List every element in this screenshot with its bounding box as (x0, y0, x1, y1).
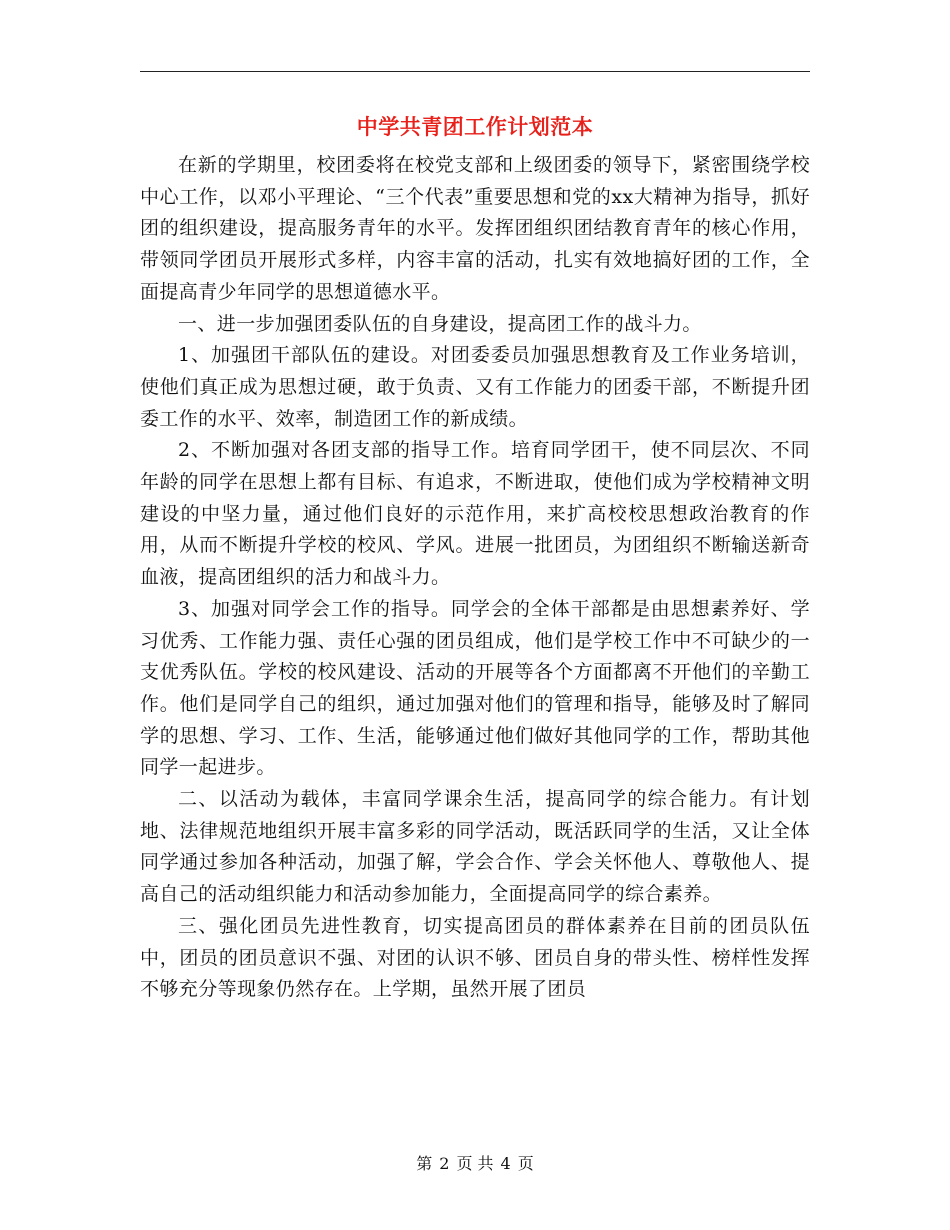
footer-suffix: 页 (517, 1154, 534, 1173)
paragraph-section-3: 三、强化团员先进性教育，切实提高团员的群体素养在目前的团员队伍中，团员的团员意识不强、对团的认识不够、团员自身的带头性、榜样性发挥不够充分等现象仍然存在。上学期，虽然开展了团员 (140, 914, 810, 1001)
footer-total-pages: 4 (500, 1154, 511, 1173)
document-body (140, 150, 810, 1006)
footer-prefix: 第 (416, 1154, 433, 1173)
paragraph-intro: 在新的学期里，校团委将在校党支部和上级团委的领导下，紧密围绕学校中心工作，以邓小平理论、“三个代表”重要思想和党的xx大精神为指导，抓好团的组织建设，提高服务青年的水平。发挥团组织团结教育青年的核心作用，带领同学团员开展形式多样，内容丰富的活动，扎实有效地搞好团的工作，全面提高青少年同学的思想道德水平。 (140, 154, 810, 303)
paragraph-section-2: 二、以活动为载体，丰富同学课余生活，提高同学的综合能力。有计划地、法律规范地组织开展丰富多彩的同学活动，既活跃同学的生活，又让全体同学通过参加各种活动，加强了解，学会合作、学会关怀他人、尊敬他人、提高自己的活动组织能力和活动参加能力，全面提高同学的综合素养。 (140, 788, 810, 906)
paragraph-section-1-heading: 一、进一步加强团委队伍的自身建设，提高团工作的战斗力。 (178, 312, 702, 335)
page-footer (0, 1153, 950, 1175)
paragraph-item-3: 3、加强对同学会工作的指导。同学会的全体干部都是由思想素养好、学习优秀、工作能力强、责任心强的团员组成，他们是学校工作中不可缺少的一支优秀队伍。学校的校风建设、活动的开展等各个方面都离不开他们的辛勤工作。他们是同学自己的组织，通过加强对他们的管理和指导，能够及时了解同学的思想、学习、工作、生活，能够通过他们做好其他同学的工作，帮助其他同学一起进步。 (140, 597, 810, 779)
document-title: 中学共青团工作计划范本 (356, 114, 594, 139)
footer-page-number: 2 (439, 1154, 450, 1173)
footer-middle: 页 共 (456, 1154, 494, 1173)
header-rule (140, 71, 810, 72)
paragraph-item-2: 2、不断加强对各团支部的指导工作。培育同学团干，使不同层次、不同年龄的同学在思想上都有目标、有追求，不断进取，使他们成为学校精神文明建设的中坚力量，通过他们良好的示范作用，来扩高校校思想政治教育的作用，从而不断提升学校的校风、学风。进展一批团员，为团组织不断输送新奇血液，提高团组织的活力和战斗力。 (140, 439, 810, 589)
paragraph-item-1: 1、加强团干部队伍的建设。对团委委员加强思想教育及工作业务培训，使他们真正成为思想过硬，敢于负责、又有工作能力的团委干部，不断提升团委工作的水平、效率，制造团工作的新成绩。 (140, 344, 810, 430)
